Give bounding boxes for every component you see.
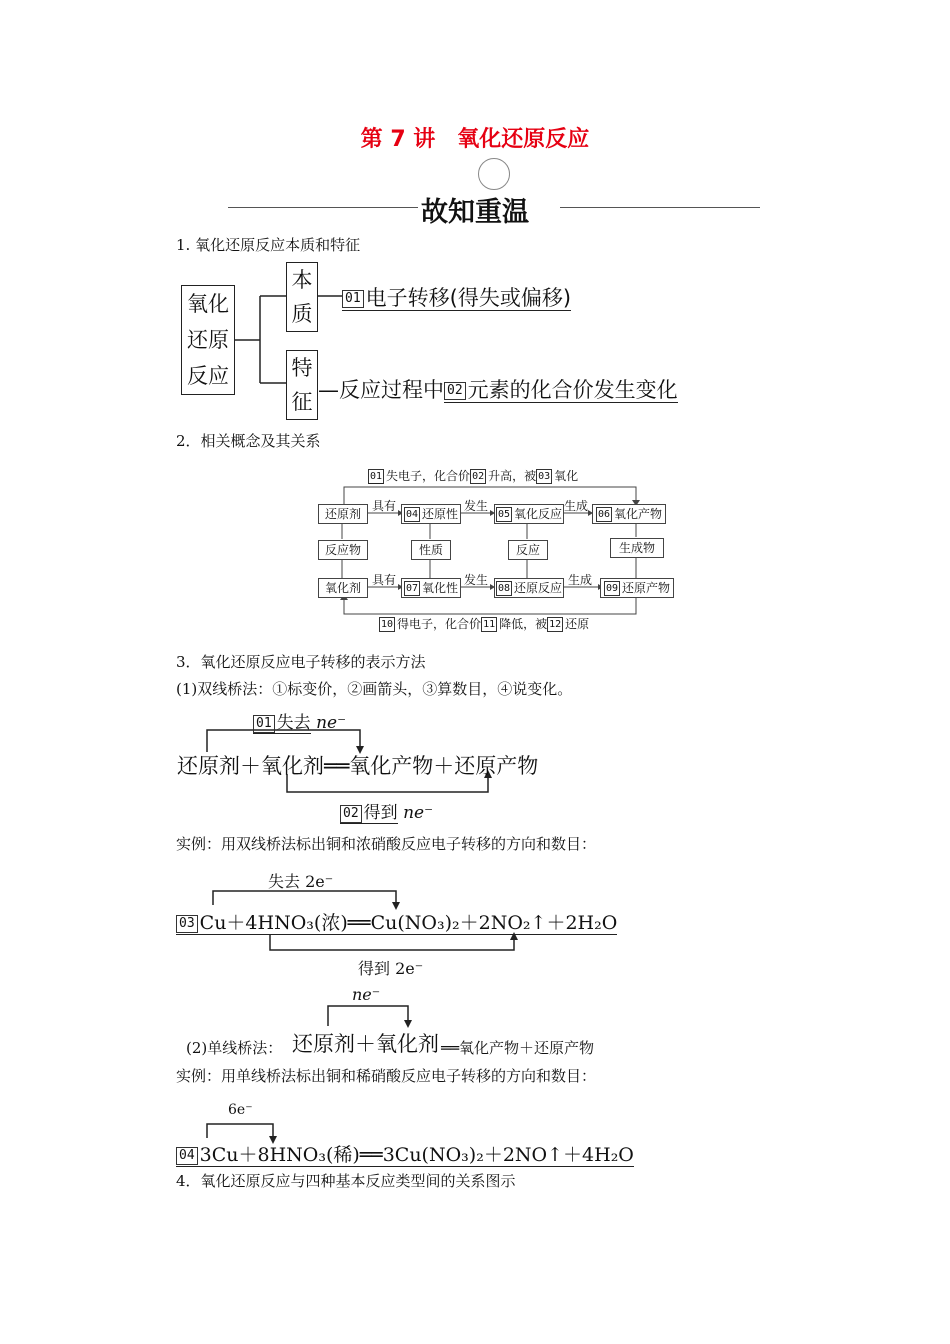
- gain-text: 得到: [363, 803, 398, 823]
- blank-number: 04: [405, 509, 419, 520]
- flow-text: 还原性: [422, 507, 459, 521]
- single-bridge-reactants: 还原剂＋氧化剂: [292, 1032, 439, 1056]
- general-gain-label: [340, 798, 433, 823]
- flow-top-text-3: 氧化: [554, 469, 579, 483]
- flow-text: 氧化性: [422, 581, 459, 595]
- blank-number: 09: [605, 583, 619, 594]
- item3-heading: 3．氧化还原反应电子转移的表示方法: [176, 653, 426, 671]
- flow-product: 生成物: [610, 538, 664, 558]
- flow-reaction: 反应: [508, 540, 548, 560]
- example2-electrons: 6e⁻: [228, 1102, 253, 1118]
- flow-text: 氧化反应: [514, 507, 563, 521]
- example1-gain: 得到 2e⁻: [358, 959, 424, 978]
- feature-prefix: —反应过程中: [318, 378, 444, 402]
- feature-text: 元素的化合价发生变化: [467, 378, 678, 402]
- flow-bottom-text-1: 得电子，化合价: [397, 617, 482, 631]
- example2-label: 实例：用单线桥法标出铜和稀硝酸反应电子转移的方向和数目：: [176, 1067, 597, 1085]
- blank-number: 04: [176, 1147, 198, 1165]
- flow-oxidation-product: [592, 504, 666, 524]
- general-lose-label: [253, 708, 346, 733]
- item2-heading: 2．相关概念及其关系: [176, 432, 321, 450]
- flow-arrow-label: 生成: [568, 573, 593, 587]
- blank-number: 10: [381, 619, 394, 630]
- lose-text: 失去: [276, 713, 311, 733]
- blank-number: 11: [483, 619, 496, 630]
- flow-top-text-1: 失电子，化合价: [386, 469, 471, 483]
- blank-number: 05: [497, 509, 511, 520]
- item4-heading: 4．氧化还原反应与四种基本反应类型间的关系图示: [176, 1172, 516, 1190]
- single-bridge-products: ══氧化产物＋还原产物: [441, 1039, 595, 1057]
- flow-top-text-2: 升高，被: [488, 469, 537, 483]
- flow-arrow-label: 发生: [464, 573, 489, 587]
- flow-text: 还原产物: [622, 581, 671, 595]
- flow-bottom-label: [379, 615, 589, 632]
- feature-box: [286, 350, 318, 420]
- blank-number: 02: [444, 382, 466, 400]
- root-line-2: 还原: [187, 328, 229, 352]
- blank-number: 06: [597, 509, 611, 520]
- flow-text: 氧化产物: [614, 507, 663, 521]
- electron-count: ne⁻: [403, 803, 434, 823]
- redox-root-box: [181, 285, 235, 395]
- blank-number: 03: [538, 471, 551, 482]
- feature-answer: [318, 374, 678, 404]
- flow-oxidant: 氧化剂: [318, 578, 368, 598]
- flow-oxidation-reaction: [494, 504, 564, 524]
- essence-line-1: 本: [291, 268, 313, 292]
- flow-reactant: 反应物: [318, 540, 368, 560]
- blank-number: 03: [176, 915, 198, 933]
- essence-answer: [342, 282, 571, 312]
- flow-reduction-reaction: [494, 578, 564, 598]
- flow-arrow-label: 具有: [372, 573, 397, 587]
- blank-number: 07: [405, 583, 419, 594]
- blank-number: 08: [497, 583, 511, 594]
- essence-box: [286, 262, 318, 332]
- example1-lose: 失去 2e⁻: [268, 872, 334, 891]
- essence-line-2: 质: [291, 302, 313, 326]
- flow-oxidizability: [401, 578, 461, 598]
- example2-equation: [176, 1140, 634, 1167]
- double-bridge-steps: (1)双线桥法：①标变价，②画箭头，③算数目，④说变化。: [176, 680, 573, 698]
- item1-heading: 1. 氧化还原反应本质和特征: [176, 236, 361, 254]
- essence-text: 电子转移(得失或偏移): [365, 286, 572, 310]
- root-line-1: 氧化: [187, 292, 229, 316]
- flow-reducibility: [401, 504, 461, 524]
- single-bridge-ne: ne⁻: [352, 985, 381, 1004]
- example1-label: 实例：用双线桥法标出铜和浓硝酸反应电子转移的方向和数目：: [176, 835, 597, 853]
- flow-property: 性质: [411, 540, 451, 560]
- feature-line-2: 征: [291, 390, 313, 414]
- equation-text: Cu＋4HNO₃(浓)══Cu(NO₃)₂＋2NO₂↑＋2H₂O: [199, 912, 618, 934]
- root-line-3: 反应: [187, 364, 229, 388]
- blank-number: 02: [340, 805, 362, 823]
- blank-number: 12: [549, 619, 562, 630]
- blank-number: 01: [342, 290, 364, 308]
- flow-arrow-label: 发生: [464, 499, 489, 513]
- blank-number: 02: [472, 471, 485, 482]
- general-equation: 还原剂＋氧化剂══氧化产物＋还原产物: [177, 754, 539, 778]
- blank-number: 01: [370, 471, 383, 482]
- flow-text: 还原反应: [514, 581, 563, 595]
- single-bridge-heading: (2)单线桥法：: [186, 1039, 283, 1057]
- electron-count: ne⁻: [316, 713, 347, 733]
- example1-equation: [176, 908, 617, 935]
- flow-bottom-text-2: 降低，被: [499, 617, 548, 631]
- blank-number: 01: [253, 715, 275, 733]
- flow-reductant: 还原剂: [318, 504, 368, 524]
- flow-top-label: [368, 467, 578, 484]
- section-title: 故知重温: [421, 197, 529, 228]
- equation-text: 3Cu＋8HNO₃(稀)══3Cu(NO₃)₂＋2NO↑＋4H₂O: [199, 1144, 634, 1166]
- feature-line-1: 特: [291, 356, 313, 380]
- flow-reduction-product: [600, 578, 674, 598]
- page-title: 第 7 讲 氧化还原反应: [360, 127, 590, 152]
- flow-arrow-label: 生成: [564, 499, 589, 513]
- flow-bottom-text-3: 还原: [565, 617, 590, 631]
- flow-arrow-label: 具有: [372, 499, 397, 513]
